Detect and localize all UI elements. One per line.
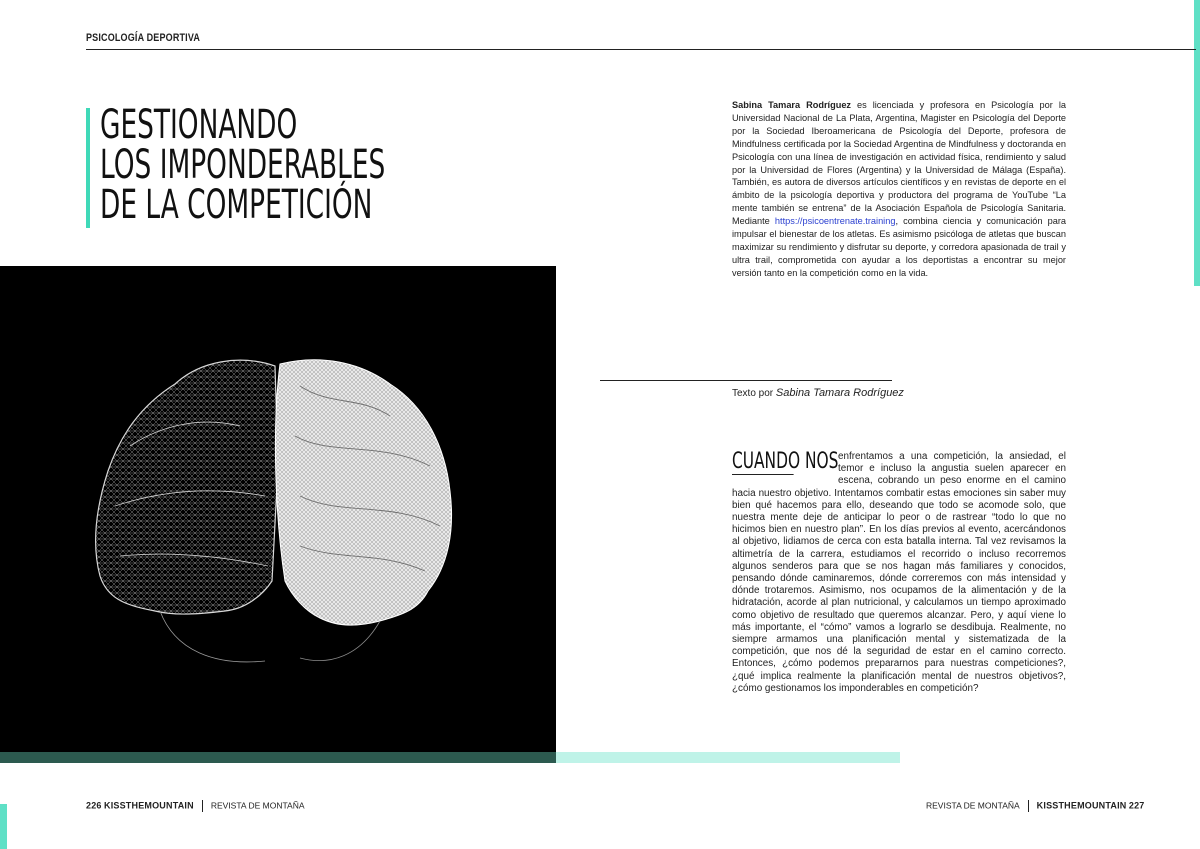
footer-left-page-number: 226: [86, 800, 102, 811]
image-caption-strip-dark: [0, 752, 556, 763]
section-label: PSICOLOGÍA DEPORTIVA: [86, 32, 201, 44]
footer-left-brand: KISSTHEMOUNTAIN: [104, 800, 194, 811]
title-accent-bar: [86, 108, 90, 228]
article-text: enfrentamos a una competición, la ansiedad, el temor e incluso la angustia suelen aparecer en escena, cobrando un peso enorme en el camino hacia nuestro objetivo. Intentamos combatir estas emociones sin saber muy bien qué hacemos para ello, deseando que todo se acomode solo, que nuestra mente deje de anticipar lo peor o de rastrear “todo lo que no hicimos bien en nuestro plan”. En los días previos al evento, acercándonos al objetivo, lidiamos de cerca con esta batalla interna. Tal vez revisamos la altimetría de la carrera, estudiamos el recorrido o incluso recorremos algunos senderos para que se nos hagan más familiares y conocidos, pensando dónde caminaremos, dónde correremos con más intensidad y dónde trotaremos. Asimismo, nos ocupamos de la alimentación y de la hidratación, acorde al plan nutricional, y calculamos un tiempo aproximado como objetivo de resultado que queremos alcanzar. Pero, y aquí viene lo más importante, el “cómo” vamos a lograrlo se desdibuja. Realmente, no siempre armamos una planificación mental y sistematizada de la competición, que nos dé la seguridad de estar en el camino correcto. Entonces, ¿cómo podemos prepararnos para nuestras competiciones?, ¿qué implica realmente la planificación mental de nuestros objetivos?, ¿cómo gestionamos los imponderables en competición?: [732, 451, 1066, 694]
brain-image: [0, 266, 556, 752]
byline: [732, 387, 904, 399]
footer-left: [86, 800, 305, 812]
bio-text-2: , combina ciencia y comunicación para impulsar el bienestar de los atletas. Es asimismo psicóloga de atletas que buscan maximizar su rendimiento y disfrutar su deporte, y corredora apasionada de trail y ultra trail, comprometida con ayudar a los deportistas a encontrar su mejor versión tanto en la competición como en la vida.: [732, 216, 1066, 278]
left-hemisphere: [96, 360, 278, 614]
accent-bar-left: [0, 804, 7, 849]
byline-author: Sabina Tamara Rodríguez: [775, 387, 904, 399]
accent-bar-right: [1194, 0, 1200, 286]
byline-prefix: Texto por: [732, 388, 774, 399]
article-body: [732, 451, 1066, 695]
title-line-2: LOS IMPONDERABLES: [100, 142, 386, 188]
title-line-3: DE LA COMPETICIÓN: [100, 182, 373, 228]
bio-author-name: Sabina Tamara Rodríguez: [732, 100, 852, 110]
image-caption-strip-light: [556, 752, 900, 763]
article-title: [100, 102, 386, 228]
footer-right: [926, 800, 1145, 812]
footer-right-brand: KISSTHEMOUNTAIN: [1036, 800, 1127, 811]
footer-left-label: REVISTA DE MONTAÑA: [210, 800, 305, 811]
bio-text-1: es licenciada y profesora en Psicología por la Universidad Nacional de La Plata, Argentina, Magister en Psicología del Deporte por la Sociedad Iberoamericana de Psicología del Deporte, profesora de Mindfulness certificada por la Sociedad Argentina de Mindfulness y doctoranda en Psicología con una línea de investigación en actividad física, rendimiento y salud por la Universidad de Flores (Argentina) y la Universidad de Málaga (España). También, es autora de diversos artículos científicos y en revistas de deporte en el ámbito de la psicología deportiva y productora del programa de YouTube “La mente también se entrena” de la Asociación Española de Psicología Sanitaria. Mediante: [732, 100, 1067, 227]
header-divider: [86, 49, 1196, 50]
title-line-1: GESTIONANDO: [100, 102, 298, 148]
footer-right-page-number: 227: [1128, 800, 1145, 811]
bio-website-link[interactable]: https://psicoentrenate.training: [774, 216, 896, 227]
author-bio: [732, 99, 1066, 280]
footer-right-label: REVISTA DE MONTAÑA: [926, 800, 1020, 811]
byline-divider: [600, 380, 892, 381]
article-lead: CUANDO NOS: [732, 449, 839, 474]
brain-wireframe-icon: [0, 266, 556, 752]
right-hemisphere: [275, 360, 451, 625]
